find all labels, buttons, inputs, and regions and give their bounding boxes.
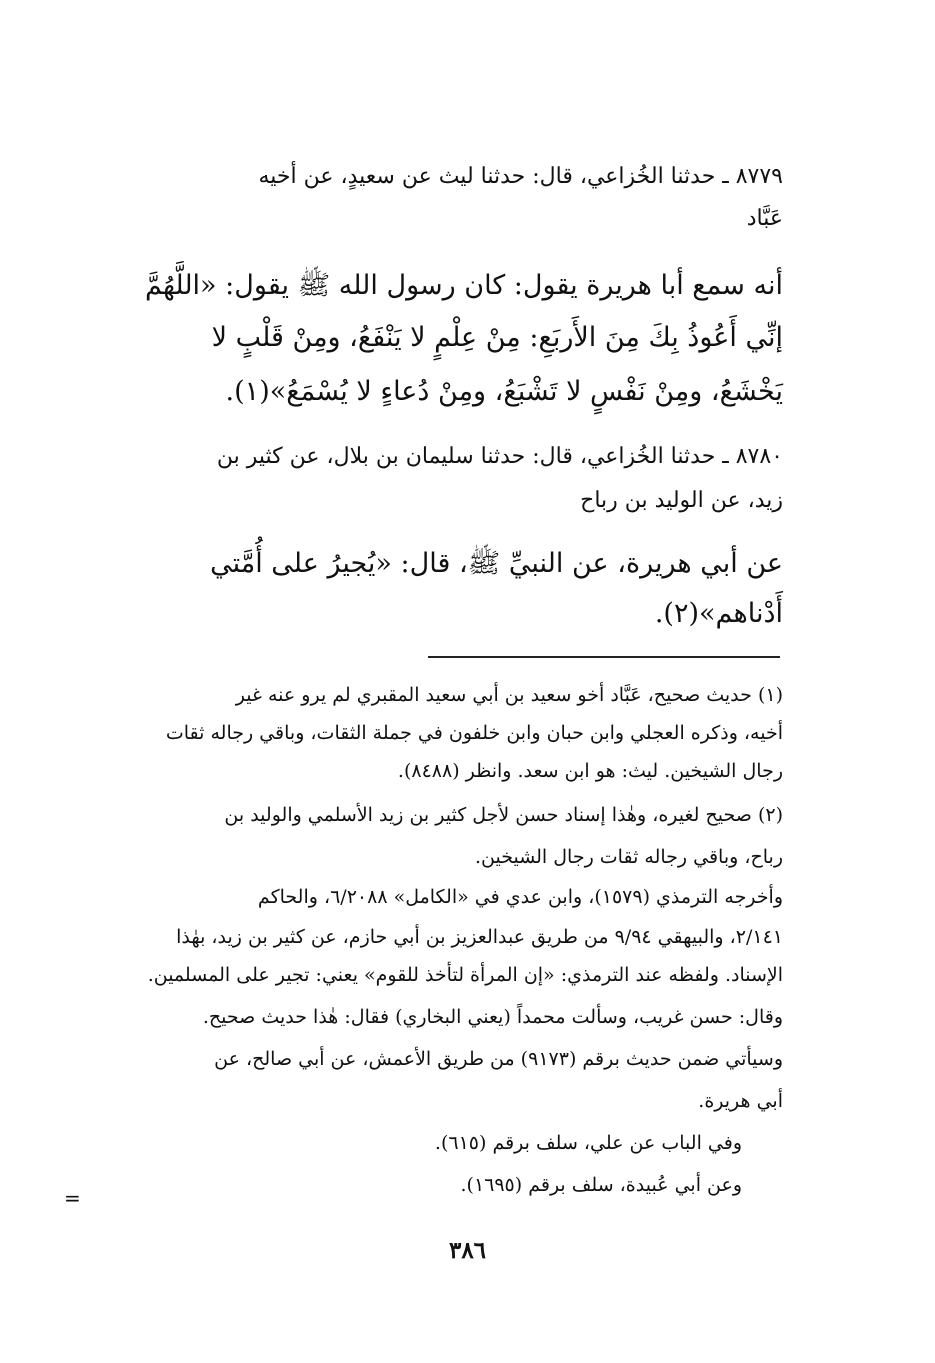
continuation-mark: = (64, 1186, 81, 1210)
hadith-8780-isnad-line-1: ٨٧٨٠ ـ حدثنا الخُزاعي، قال: حدثنا سليمان بن بلال، عن كثير بن (216, 444, 783, 469)
footnote-separator (428, 656, 780, 658)
hadith-8780-matn-line-2: أَدْناهم»(٢). (654, 598, 783, 629)
hadith-8779-isnad-line-2: عَبَّاد (746, 206, 783, 231)
hadith-8779-matn-line-1: أنه سمع أبا هريرة يقول: كان رسول الله ﷺ يقول: «اللَّهُمَّ (144, 270, 783, 301)
hadith-8780-isnad-line-2: زيد، عن الوليد بن رباح (580, 488, 783, 513)
footnote-line: وسيأتي ضمن حديث برقم (٩١٧٣) من طريق الأعمش، عن أبي صالح، عن (214, 1048, 783, 1070)
footnote-line: الإسناد. ولفظه عند الترمذي: «إن المرأة لتأخذ للقوم» يعني: تجير على المسلمين. (147, 964, 783, 986)
footnote-line: ٢/١٤١، والبيهقي ٩/٩٤ من طريق عبدالعزيز بن أبي حازم، عن كثير بن زيد، بهٰذا (176, 926, 783, 948)
footnote-line: رجال الشيخين. ليث: هو ابن سعد. وانظر (٨٤٨٨). (397, 760, 783, 782)
hadith-8779-isnad-line-1: ٨٧٧٩ ـ حدثنا الخُزاعي، قال: حدثنا ليث عن سعيدٍ، عن أخيه (258, 164, 783, 189)
footnote-line: وعن أبي عُبيدة، سلف برقم (١٦٩٥). (460, 1174, 742, 1196)
footnote-line: (١) حديث صحيح، عَبَّاد أخو سعيد بن أبي سعيد المقبري لم يرو عنه غير (235, 684, 783, 706)
hadith-8780-matn-line-1: عن أبي هريرة، عن النبيِّ ﷺ، قال: «يُجيرُ على أُمَّتي (210, 548, 783, 579)
footnote-line: (٢) صحيح لغيره، وهٰذا إسناد حسن لأجل كثير بن زيد الأسلمي والوليد بن (224, 804, 783, 826)
footnote-line: وأخرجه الترمذي (١٥٧٩)، وابن عدي في «الكامل» ٦/٢٠٨٨، والحاكم (257, 886, 783, 908)
footnote-line: أبي هريرة. (698, 1090, 783, 1112)
footnote-line: رباح، وباقي رجاله ثقات رجال الشيخين. (474, 846, 783, 868)
footnote-line: وقال: حسن غريب، وسألت محمداً (يعني البخاري) فقال: هٰذا حديث صحيح. (202, 1006, 783, 1028)
footnote-line: وفي الباب عن علي، سلف برقم (٦١٥). (434, 1132, 742, 1154)
footnote-line: أخيه، وذكره العجلي وابن حبان وابن خلفون في جملة الثقات، وباقي رجاله ثقات (165, 722, 783, 744)
hadith-8779-matn-line-2: إنِّي أَعُوذُ بِكَ مِنَ الأَربَعِ: مِنْ عِلْمٍ لا يَنْفَعُ، ومِنْ قَلْبٍ لا (211, 322, 783, 353)
page-number: ٣٨٦ (448, 1237, 487, 1264)
hadith-8779-matn-line-3: يَخْشَعُ، ومِنْ نَفْسٍ لا تَشْبَعُ، ومِنْ دُعاءٍ لا يُسْمَعُ»(١). (225, 376, 783, 407)
